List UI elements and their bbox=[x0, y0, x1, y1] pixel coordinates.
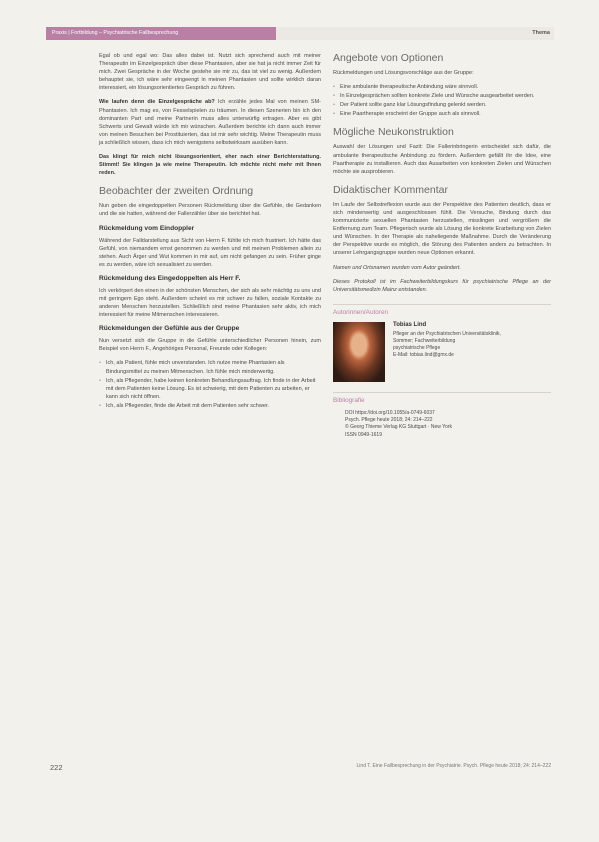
list-item: • Ich, als Pflegender, finde die Arbeit mit dem Patienten sehr schwer. bbox=[106, 402, 321, 410]
author-name: Tobias Lind bbox=[393, 321, 427, 328]
header-right-label: Thema bbox=[532, 30, 550, 36]
section-tab: Praxis | Fortbildung – Psychiatrische Fallbesprechung bbox=[46, 27, 276, 40]
paragraph-rest: Ich erzähle jedes Mal von meinen SM-Phantasien. Ich mag es, von Fesselspielen zu träumen. In diesen Szenerien bin ich den dominanten Part und meine Partnerin muss alles unterwürfig ertragen. Aber es gibt Schwerts und Gewalt würde ich mir wünschen. Außerdem berichte ich dann auch immer von meinen Besuchen bei Prostituierten, das ist mir sehr wichtig. Meine Therapeutin muss ja schließlich wissen, dass ich mich wenigstens selbstwirksam ausüben kann. bbox=[99, 99, 321, 146]
biblio-line: Psych. Pflege heute 2018; 24: 214–222 bbox=[345, 417, 433, 424]
heading-didactic: Didaktischer Kommentar bbox=[333, 183, 448, 196]
right-column bbox=[333, 52, 551, 439]
authors-title: Autorinnen/Autoren bbox=[333, 308, 389, 316]
biblio-line: ISSN 0949-1619 bbox=[345, 431, 382, 438]
subheading-feedback-1: Rückmeldung vom Eindoppler bbox=[99, 224, 195, 232]
left-column bbox=[99, 52, 321, 416]
list-item: • Eine ambulante therapeutische Anbindung wäre sinnvoll. bbox=[340, 83, 551, 91]
heading-new-construction: Mögliche Neukonstruktion bbox=[333, 126, 454, 139]
paragraph: Während der Falldarstellung aus Sicht von Herrn F. fühlte ich mich frustriert. Ich hätte das Gefühl, von niemandem ernst genommen zu werden und mit meinen Problemen allein zu stehen. Auch Ärger und Wut kommen in mir auf, um nicht gefangen zu sein. Früher ginge es zu werden, wäre ich sexualisiert zu werden. bbox=[99, 237, 321, 268]
paragraph: Nun geben die eingedoppelten Personen Rückmeldung über die Gefühle, die Gedanken und die sie hatten, während der Fallerzähler über sie berichtet hat. bbox=[99, 203, 321, 218]
offers-list bbox=[333, 83, 551, 118]
note-names: Namen und Ortsnamen wurden vom Autor geändert. bbox=[333, 264, 461, 271]
paragraph bbox=[99, 98, 321, 147]
biblio-line: © Georg Thieme Verlag KG Stuttgart · New York bbox=[345, 424, 452, 431]
author-text bbox=[393, 322, 501, 382]
bold-lead: Wie laufen denn die Einzelgespräche ab? bbox=[99, 99, 215, 106]
author-line: Sommer; Fachweiterbildung bbox=[393, 337, 456, 344]
heading-offers: Angebote von Optionen bbox=[333, 52, 444, 64]
list-item: • Der Patient sollte ganz klar Lösungsfindung gelenkt werden. bbox=[340, 101, 551, 109]
author-line: psychiatrische Pflege bbox=[393, 344, 441, 351]
list-item: • Eine Paartherapie erscheint der Gruppe auch als sinnvoll. bbox=[340, 110, 551, 118]
author-line: E-Mail: tobias.lind@gmx.de bbox=[393, 351, 454, 358]
subheading-feedback-2: Rückmeldung des Eingedoppelten als Herr F. bbox=[99, 274, 241, 282]
paragraph: Nun versetzt sich die Gruppe in die Gefühle unterschiedlicher Personen hinein, zum Beispiel von Herrn F., Angehöriges Personal, Freunde oder Kollegen: bbox=[99, 338, 321, 353]
subheading-feedback-3: Rückmeldungen der Gefühle aus der Gruppe bbox=[99, 325, 240, 333]
author-line: Pfleger an der Psychiatrischen Universitätsklinik, bbox=[393, 330, 501, 337]
bibliography-title: Bibliografie bbox=[333, 396, 365, 404]
paragraph: Rückmeldungen und Lösungsvorschläge aus der Gruppe: bbox=[333, 70, 474, 76]
paragraph: Im Laufe der Selbstreflexion wurde aus der Perspektive des Patienten deutlich, dass er sich minderwertig und ausgeschlossen fühlt. Die Versuche, Bindung durch das kommunizierte sexuellen Phantasien herzustellen, misslingen und vergrößern die Entfernung zum Team. Pflegerisch wurde als Lösung die konkrete Erarbeitung von Zielen und Wünschen. In der Therapie als naheliegende Maßnahme. Durch die Veränderung der Perspektive wurde es möglich, die Störung des Patienten anders zu betrachten. In unserer Lehrgangsgruppe wurden neue Optionen erkannt. bbox=[333, 201, 551, 257]
page-number: 222 bbox=[50, 763, 63, 772]
paragraph: Ich verkörpert den einen in der schönsten Menschen, der sich als sehr mächtig zu uns und mit geringem Ego steht. Außerdem scheint es mir schwer zu fallen, soziale Kontakte zu anderen Menschen herzustellen. Schließlich sind meine Phantasien sehr aktiv, ich mich interessiert für meine Mitmenschen interessieren. bbox=[99, 287, 321, 319]
footer-citation: Lind T. Eine Fallbesprechung in der Psychiatrie. Psych. Pflege heute 2018; 24: 214–222 bbox=[356, 763, 551, 769]
author-photo bbox=[333, 322, 385, 382]
paragraph-bold: Das klingt für mich nicht lösungsorientiert, eher nach einer Berichterstattung. Stimmt! Sie klingen ja wie meine Therapeutin. Ich möchte nicht mehr mit Ihnen reden. bbox=[99, 154, 321, 177]
heading-observer: Beobachter der zweiten Ordnung bbox=[99, 185, 254, 198]
paragraph: Auswahl der Lösungen und Fazit: Die Fallerinbringerin entscheidet sich dafür, die ambulante therapeutische Anbindung zu fördern. Außerdem gefällt ihr die Idee, eine Paartherapie zu installieren. Auch das Ausarbeiten von konkreten Zielen und Wünschen möchte sie ausprobieren. bbox=[333, 144, 551, 175]
authors-box bbox=[333, 304, 551, 382]
list-item: • Ich, als Pflegender, habe keinen konkreten Behandlungsauftrag. Ich finde in der Arbeit mit dem Patienten keine Lösung. Es ist schwierig, mit dem Patienten zu arbeiten, er kann sich nicht öffnen. bbox=[106, 377, 321, 401]
note-origin: Dieses Protokoll ist im Fachweiterbildungskurs für psychiatrische Pflege an der Universitätsmedizin Mainz entstanden. bbox=[333, 278, 551, 293]
bibliography-lines bbox=[333, 410, 551, 439]
list-item: • In Einzelgesprächen sollten konkrete Ziele und Wünsche ausgearbeitet werden. bbox=[340, 92, 551, 100]
paragraph: Egal ob und egal wo: Das alles dabei ist. Nutzt sich sprechend auch mit meiner Therapeutin im Einzelgespräch über diese Phantasien, aber sie hat ja nicht immer Zeit für mich. Zwei Gespräche in der Woche gestehe sie mir zu, das ist viel zu wenig. Außerdem behauptet sie, ich wäre sehr eingeengt in meinen Phantasien und sollte wirklich daran interessiert, ein lösungsorientiertes Gespräch zu führen. bbox=[99, 53, 321, 92]
header-bar bbox=[46, 27, 554, 40]
bibliography-box bbox=[333, 392, 551, 439]
biblio-line: DOI https://doi.org/10.1055/a-0749-6037 bbox=[345, 409, 435, 416]
list-item: • Ich, als Patient, fühle mich unverstanden. Ich nutze meine Phantasien als Bindungsmittel zu meinen Mitmenschen. Ich fühle mich minderwertig. bbox=[106, 359, 321, 375]
feedback-list bbox=[99, 359, 321, 410]
author-entry bbox=[333, 322, 551, 382]
